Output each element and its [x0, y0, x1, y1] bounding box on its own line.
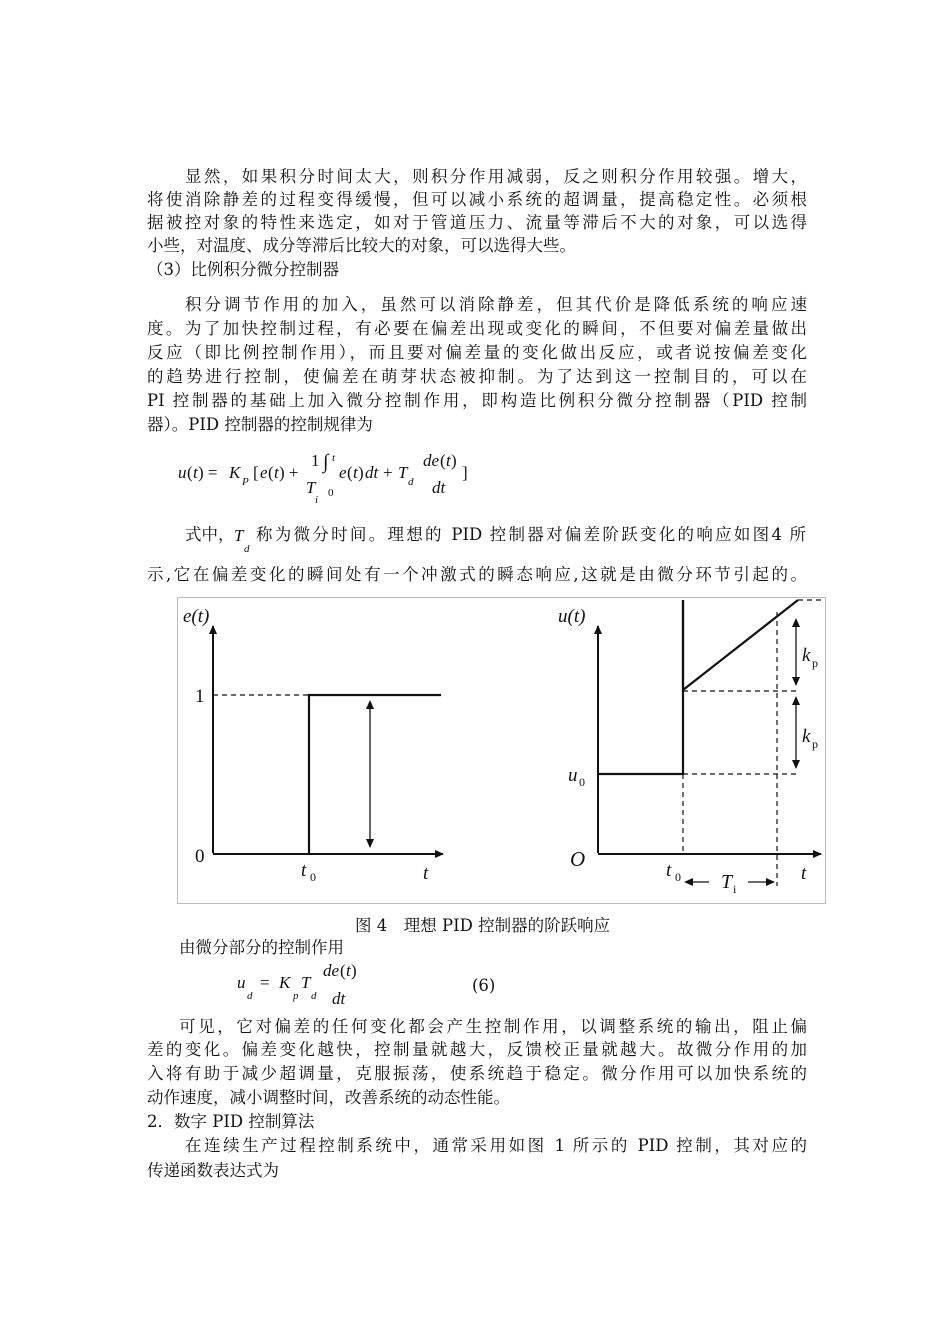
- svg-text:i: i: [315, 494, 319, 506]
- right-ramp-signal: [683, 600, 798, 690]
- paragraph-5-line-4: 动作速度，减小调整时间，改善系统的动态性能。: [147, 1088, 510, 1107]
- paragraph-1-line-2: 将使消除静差的过程变得缓慢，但可以减小系统的超调量，提高稳定性。必须根: [147, 190, 807, 209]
- svg-text:(: (: [347, 463, 353, 482]
- right-ti-label: T: [721, 871, 733, 893]
- right-plot: [558, 600, 824, 896]
- paragraph-5-line-2: 差的变化。偏差变化越快，控制量就越大，反馈校正量就越大。故微分作用的加: [147, 1040, 807, 1059]
- svg-text:): ): [351, 961, 357, 980]
- svg-text:T: T: [301, 973, 311, 992]
- svg-text:(: (: [340, 961, 346, 980]
- svg-text:e: e: [260, 463, 268, 482]
- svg-text:t: t: [332, 452, 336, 464]
- svg-text:t: t: [193, 463, 198, 482]
- svg-text:d: d: [311, 990, 317, 1002]
- paragraph-1-line-3: 据被控对象的特性来选定，如对于管道压力、流量等滞后不大的对象，可以选得: [147, 213, 807, 232]
- paragraph-4: 由微分部分的控制作用: [179, 938, 344, 957]
- svg-text:dt: dt: [332, 989, 346, 1008]
- svg-text:(: (: [187, 463, 193, 482]
- paragraph-2-line-3: 反应（即比例控制作用），而且要对偏差量的变化做出反应，或者说按偏差变化: [147, 343, 807, 362]
- svg-text:e: e: [339, 463, 347, 482]
- svg-text:T: T: [398, 463, 408, 482]
- right-u0-sub: 0: [579, 775, 585, 789]
- right-impulse-and-u0: [598, 600, 683, 774]
- equation-6-label: (6): [472, 976, 496, 995]
- svg-text:t: t: [346, 961, 351, 980]
- paragraph-1-line-1: 显然，如果积分时间太大，则积分作用减弱，反之则积分作用较强。增大，: [185, 167, 807, 186]
- paragraph-2-line-6: 器）。PID 控制器的控制规律为: [147, 415, 373, 434]
- right-kp-lower-label: k: [802, 726, 811, 747]
- paragraph-3-line-1a: 式中，: [185, 525, 235, 544]
- svg-text:0: 0: [328, 487, 334, 499]
- svg-text:de: de: [423, 451, 440, 470]
- paragraph-2-line-4: 的趋势进行控制，使偏差在萌芽状态被抑制。为了达到这一控制目的，可以在: [147, 367, 807, 386]
- figure-4: [177, 597, 826, 904]
- right-origin: O: [570, 847, 586, 871]
- paragraph-5-line-1: 可见，它对偏差的任何变化都会产生控制作用，以调整系统的输出，阻止偏: [179, 1017, 807, 1036]
- svg-text:d: d: [408, 476, 414, 488]
- svg-text:p: p: [293, 990, 299, 1002]
- svg-text:u: u: [237, 973, 246, 992]
- left-xlabel: t: [423, 863, 429, 884]
- left-step-signal: [309, 695, 441, 854]
- svg-text:K: K: [279, 973, 291, 992]
- svg-text:]: ]: [462, 463, 468, 482]
- svg-text:t: t: [353, 463, 358, 482]
- svg-text:∫: ∫: [323, 451, 329, 473]
- right-kp-lower-sub: p: [812, 737, 818, 751]
- svg-text:P: P: [242, 476, 249, 488]
- figure-4-caption: 图 4 理想 PID 控制器的阶跃响应: [355, 916, 611, 935]
- svg-text:de: de: [323, 961, 340, 980]
- figure-4-svg: [178, 598, 827, 905]
- svg-text:t: t: [446, 451, 451, 470]
- svg-text:) +: ) +: [279, 463, 299, 482]
- right-xlabel: t: [801, 863, 807, 884]
- paragraph-2-line-5: PI 控制器的基础上加入微分控制作用，即构造比例积分微分控制器（PID 控制: [147, 391, 807, 410]
- paragraph-2-line-2: 度。为了加快控制过程，有必要在偏差出现或变化的瞬间，不但要对偏差量做出: [147, 319, 807, 338]
- right-kp-upper-sub: p: [812, 656, 818, 670]
- svg-text:(: (: [268, 463, 274, 482]
- svg-text:): ): [451, 451, 457, 470]
- left-xtick-t0-sub: 0: [310, 870, 316, 884]
- left-ylabel: e(t): [183, 606, 210, 627]
- svg-text:[: [: [253, 463, 259, 482]
- paragraph-5-line-3: 入将有助于减少超调量，克服振荡，使系统趋于稳定。微分作用可以加快系统的: [147, 1064, 807, 1083]
- svg-text:t: t: [274, 463, 279, 482]
- left-xtick-t0: t: [301, 860, 307, 881]
- derivative-equation: [233, 958, 383, 1014]
- right-ylabel: u(t): [558, 606, 586, 627]
- pid-equation: [175, 448, 485, 510]
- svg-text:) =: ) =: [198, 463, 218, 482]
- right-kp-upper-label: k: [802, 645, 811, 666]
- paragraph-6-line-2: 传递函数表达式为: [147, 1161, 279, 1180]
- svg-text:d: d: [247, 990, 253, 1002]
- svg-text:+: +: [383, 463, 393, 482]
- svg-text:1: 1: [311, 451, 320, 470]
- svg-text:dt: dt: [365, 463, 379, 482]
- svg-text:dt: dt: [432, 478, 446, 497]
- svg-text:(: (: [440, 451, 446, 470]
- paragraph-6-line-1: 在连续生产过程控制系统中，通常采用如图 1 所示的 PID 控制，其对应的: [185, 1136, 807, 1155]
- paragraph-3-line-1b: 称为微分时间。理想的 PID 控制器对偏差阶跃变化的响应如图4 所: [256, 525, 806, 544]
- svg-text:=: =: [260, 973, 270, 992]
- svg-text:d: d: [244, 543, 250, 555]
- right-t0-sub: 0: [675, 870, 681, 884]
- paragraph-3-line-2: 示,它在偏差变化的瞬间处有一个冲激式的瞬态响应,这就是由微分环节引起的。: [147, 565, 807, 584]
- svg-text:K: K: [229, 463, 241, 482]
- left-ytick-1: 1: [195, 686, 205, 707]
- section-heading-3: （3）比例积分微分控制器: [147, 260, 339, 279]
- right-t0-label: t: [666, 860, 672, 881]
- right-ti-sub: i: [733, 882, 737, 896]
- paragraph-1-line-4: 小些，对温度、成分等滞后比较大的对象，可以选得大些。: [147, 236, 576, 255]
- left-plot: [183, 606, 443, 884]
- td-symbol-T: T: [234, 526, 244, 545]
- svg-text:): ): [358, 463, 364, 482]
- right-u0-label: u: [568, 765, 578, 786]
- left-ytick-0: 0: [195, 846, 205, 867]
- svg-text:T: T: [306, 478, 316, 497]
- section-heading-2: 2．数字 PID 控制算法: [147, 1112, 315, 1131]
- td-symbol: [232, 522, 256, 556]
- svg-text:u: u: [178, 463, 187, 482]
- paragraph-2-line-1: 积分调节作用的加入，虽然可以消除静差，但其代价是降低系统的响应速: [185, 295, 807, 314]
